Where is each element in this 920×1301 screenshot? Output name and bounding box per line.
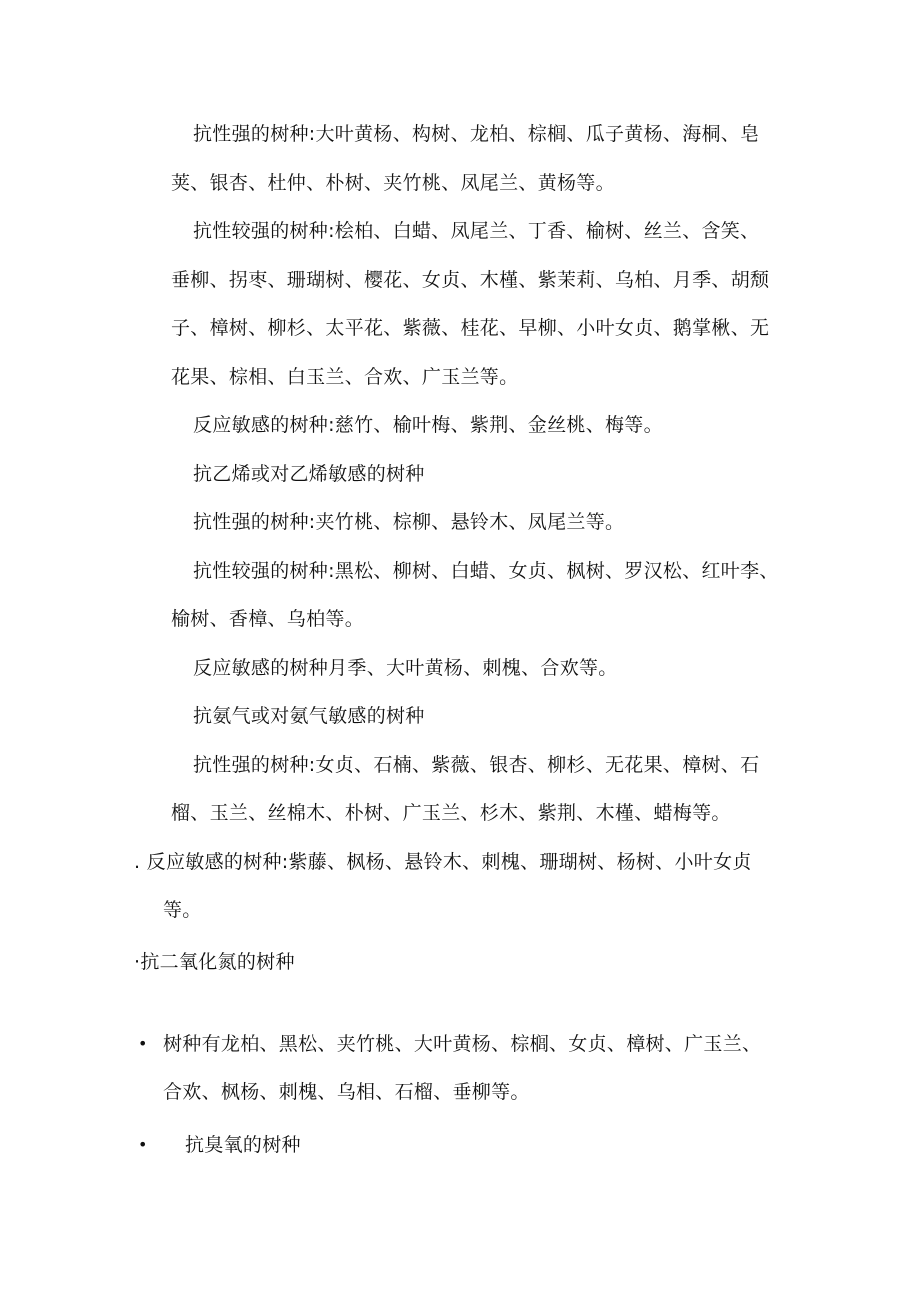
bullet-marker: •: [138, 1034, 148, 1053]
list-item-line: 树种有龙柏、黑松、夹竹桃、大叶黄杨、棕榈、女贞、樟树、广玉兰、: [163, 1033, 762, 1055]
text-line: 荚、银杏、杜仲、朴树、夹竹桃、凤尾兰、黄杨等。: [171, 172, 615, 194]
text-line: 抗性强的树种:夹竹桃、棕柳、悬铃木、凤尾兰等。: [193, 511, 625, 533]
text-line: 垂柳、拐枣、珊瑚树、樱花、女贞、木槿、紫茉莉、乌柏、月季、胡颓: [171, 269, 770, 291]
text-line: 花果、棕相、白玉兰、合欢、广玉兰等。: [171, 366, 519, 388]
section-heading: 抗氨气或对氨气敏感的树种: [193, 705, 425, 727]
section-heading: 抗乙烯或对乙烯敏感的树种: [193, 463, 425, 485]
list-item-heading: 抗臭氧的树种: [185, 1134, 301, 1156]
text-line: 抗性较强的树种:桧柏、白蜡、凤尾兰、丁香、榆树、丝兰、含笑、: [193, 220, 760, 242]
text-line: 抗性强的树种:大叶黄杨、构树、龙柏、棕榈、瓜子黄杨、海桐、皂: [193, 123, 760, 145]
list-item-line: 合欢、枫杨、刺槐、乌相、石榴、垂柳等。: [163, 1081, 530, 1103]
text-line: 抗性较强的树种:黑松、柳树、白蜡、女贞、枫树、罗汉松、红叶李、: [193, 560, 779, 582]
text-line: 等。: [163, 899, 202, 921]
text-line: . 反应敏感的树种:紫藤、枫杨、悬铃木、刺槐、珊瑚树、杨树、小叶女贞: [134, 851, 752, 873]
section-heading: ·抗二氧化氮的树种: [134, 951, 295, 973]
text-line: 反应敏感的树种:慈竹、榆叶梅、紫荆、金丝桃、梅等。: [193, 414, 663, 436]
text-line: 榴、玉兰、丝棉木、朴树、广玉兰、杉木、紫荆、木槿、蜡梅等。: [171, 802, 731, 824]
text-line: 抗性强的树种:女贞、石楠、紫薇、银杏、柳杉、无花果、樟树、石: [193, 754, 760, 776]
text-line: 反应敏感的树种月季、大叶黄杨、刺槐、合欢等。: [193, 657, 618, 679]
text-line: 子、樟树、柳杉、太平花、紫薇、桂花、早柳、小叶女贞、鹅掌楸、无: [171, 317, 770, 339]
text-line: 榆树、香樟、乌柏等。: [171, 608, 365, 630]
bullet-marker: •: [138, 1135, 148, 1154]
